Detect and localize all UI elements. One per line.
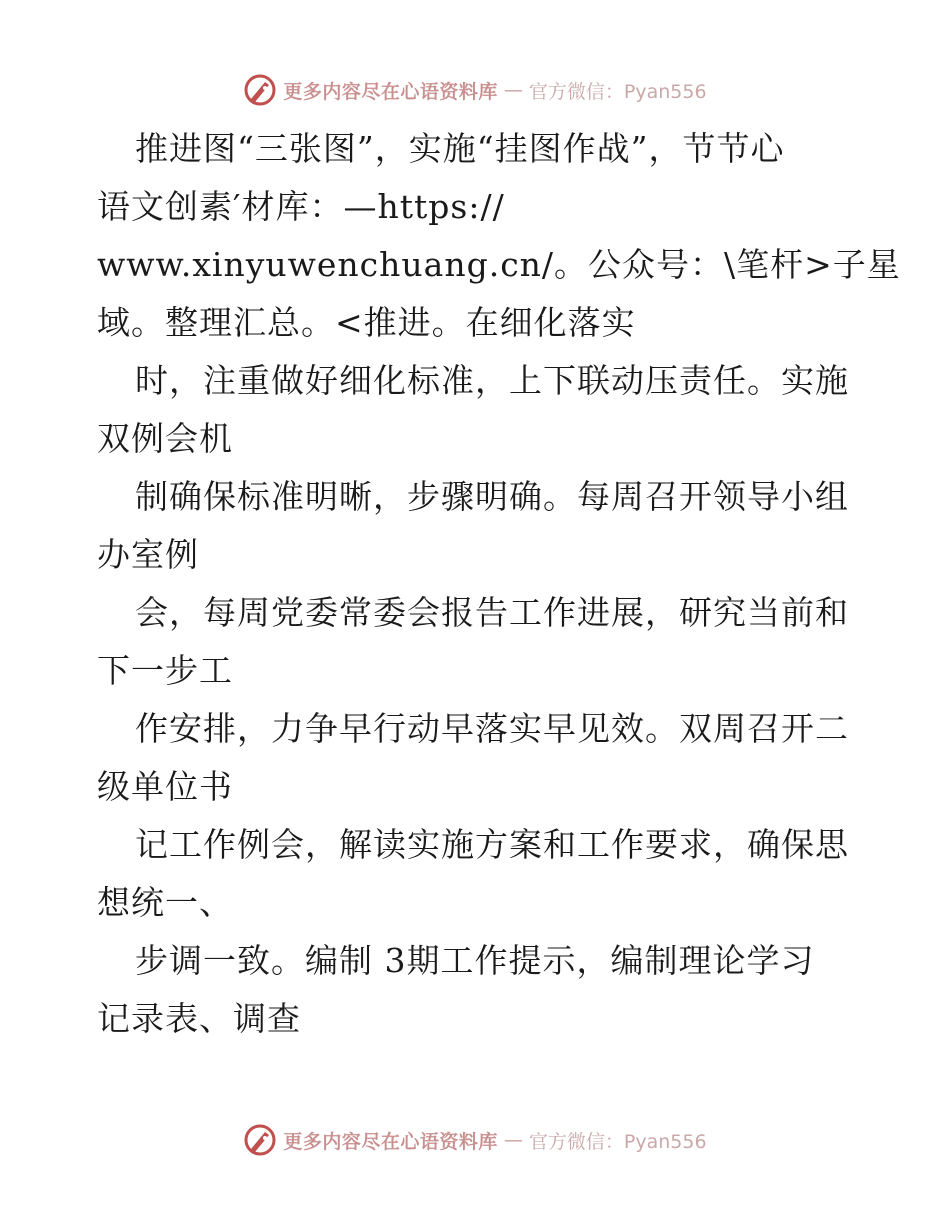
body-line: www.xinyuwenchuang.cn/。公众号：\笔杆>子星: [97, 245, 901, 284]
footer-watermark-banner: [0, 1120, 950, 1160]
body-line: 时，注重做好细化标准，上下联动压责任。实施: [135, 361, 849, 400]
brand-text: 更多内容尽在心语资料库: [283, 80, 498, 103]
body-line: 制确保标准明晰，步骤明确。每周召开领导小组: [135, 477, 849, 516]
body-line: 域。整理汇总。<推进。在细化落实: [97, 303, 636, 342]
body-line: 级单位书: [97, 767, 233, 806]
pen-logo-icon: [243, 1123, 277, 1157]
header-watermark-banner: [0, 70, 950, 110]
body-line: 双例会机: [97, 419, 233, 458]
banner-separator: —: [503, 1129, 523, 1151]
body-line: 记工作例会，解读实施方案和工作要求，确保思: [135, 825, 849, 864]
body-line: 想统一、: [97, 883, 233, 922]
body-line: 办室例: [97, 535, 199, 574]
wechat-id-text: 官方微信：Pyan556: [528, 1130, 707, 1153]
body-line: 下一步工: [97, 651, 233, 690]
body-line: 推进图“三张图”，实施“挂图作战”，节节心: [135, 129, 785, 168]
body-line: 步调一致。编制 3期工作提示，编制理论学习: [135, 941, 815, 980]
body-line: 作安排，力争早行动早落实早见效。双周召开二: [135, 709, 849, 748]
wechat-id-text: 官方微信：Pyan556: [528, 80, 707, 103]
body-line: 会，每周党委常委会报告工作进展，研究当前和: [135, 593, 849, 632]
brand-text: 更多内容尽在心语资料库: [283, 1130, 498, 1153]
body-line: 语文创素′材库：—https://: [97, 187, 505, 226]
body-line: 记录表、调查: [97, 999, 301, 1038]
document-body: [97, 120, 901, 1048]
pen-logo-icon: [243, 73, 277, 107]
banner-separator: —: [503, 79, 523, 101]
